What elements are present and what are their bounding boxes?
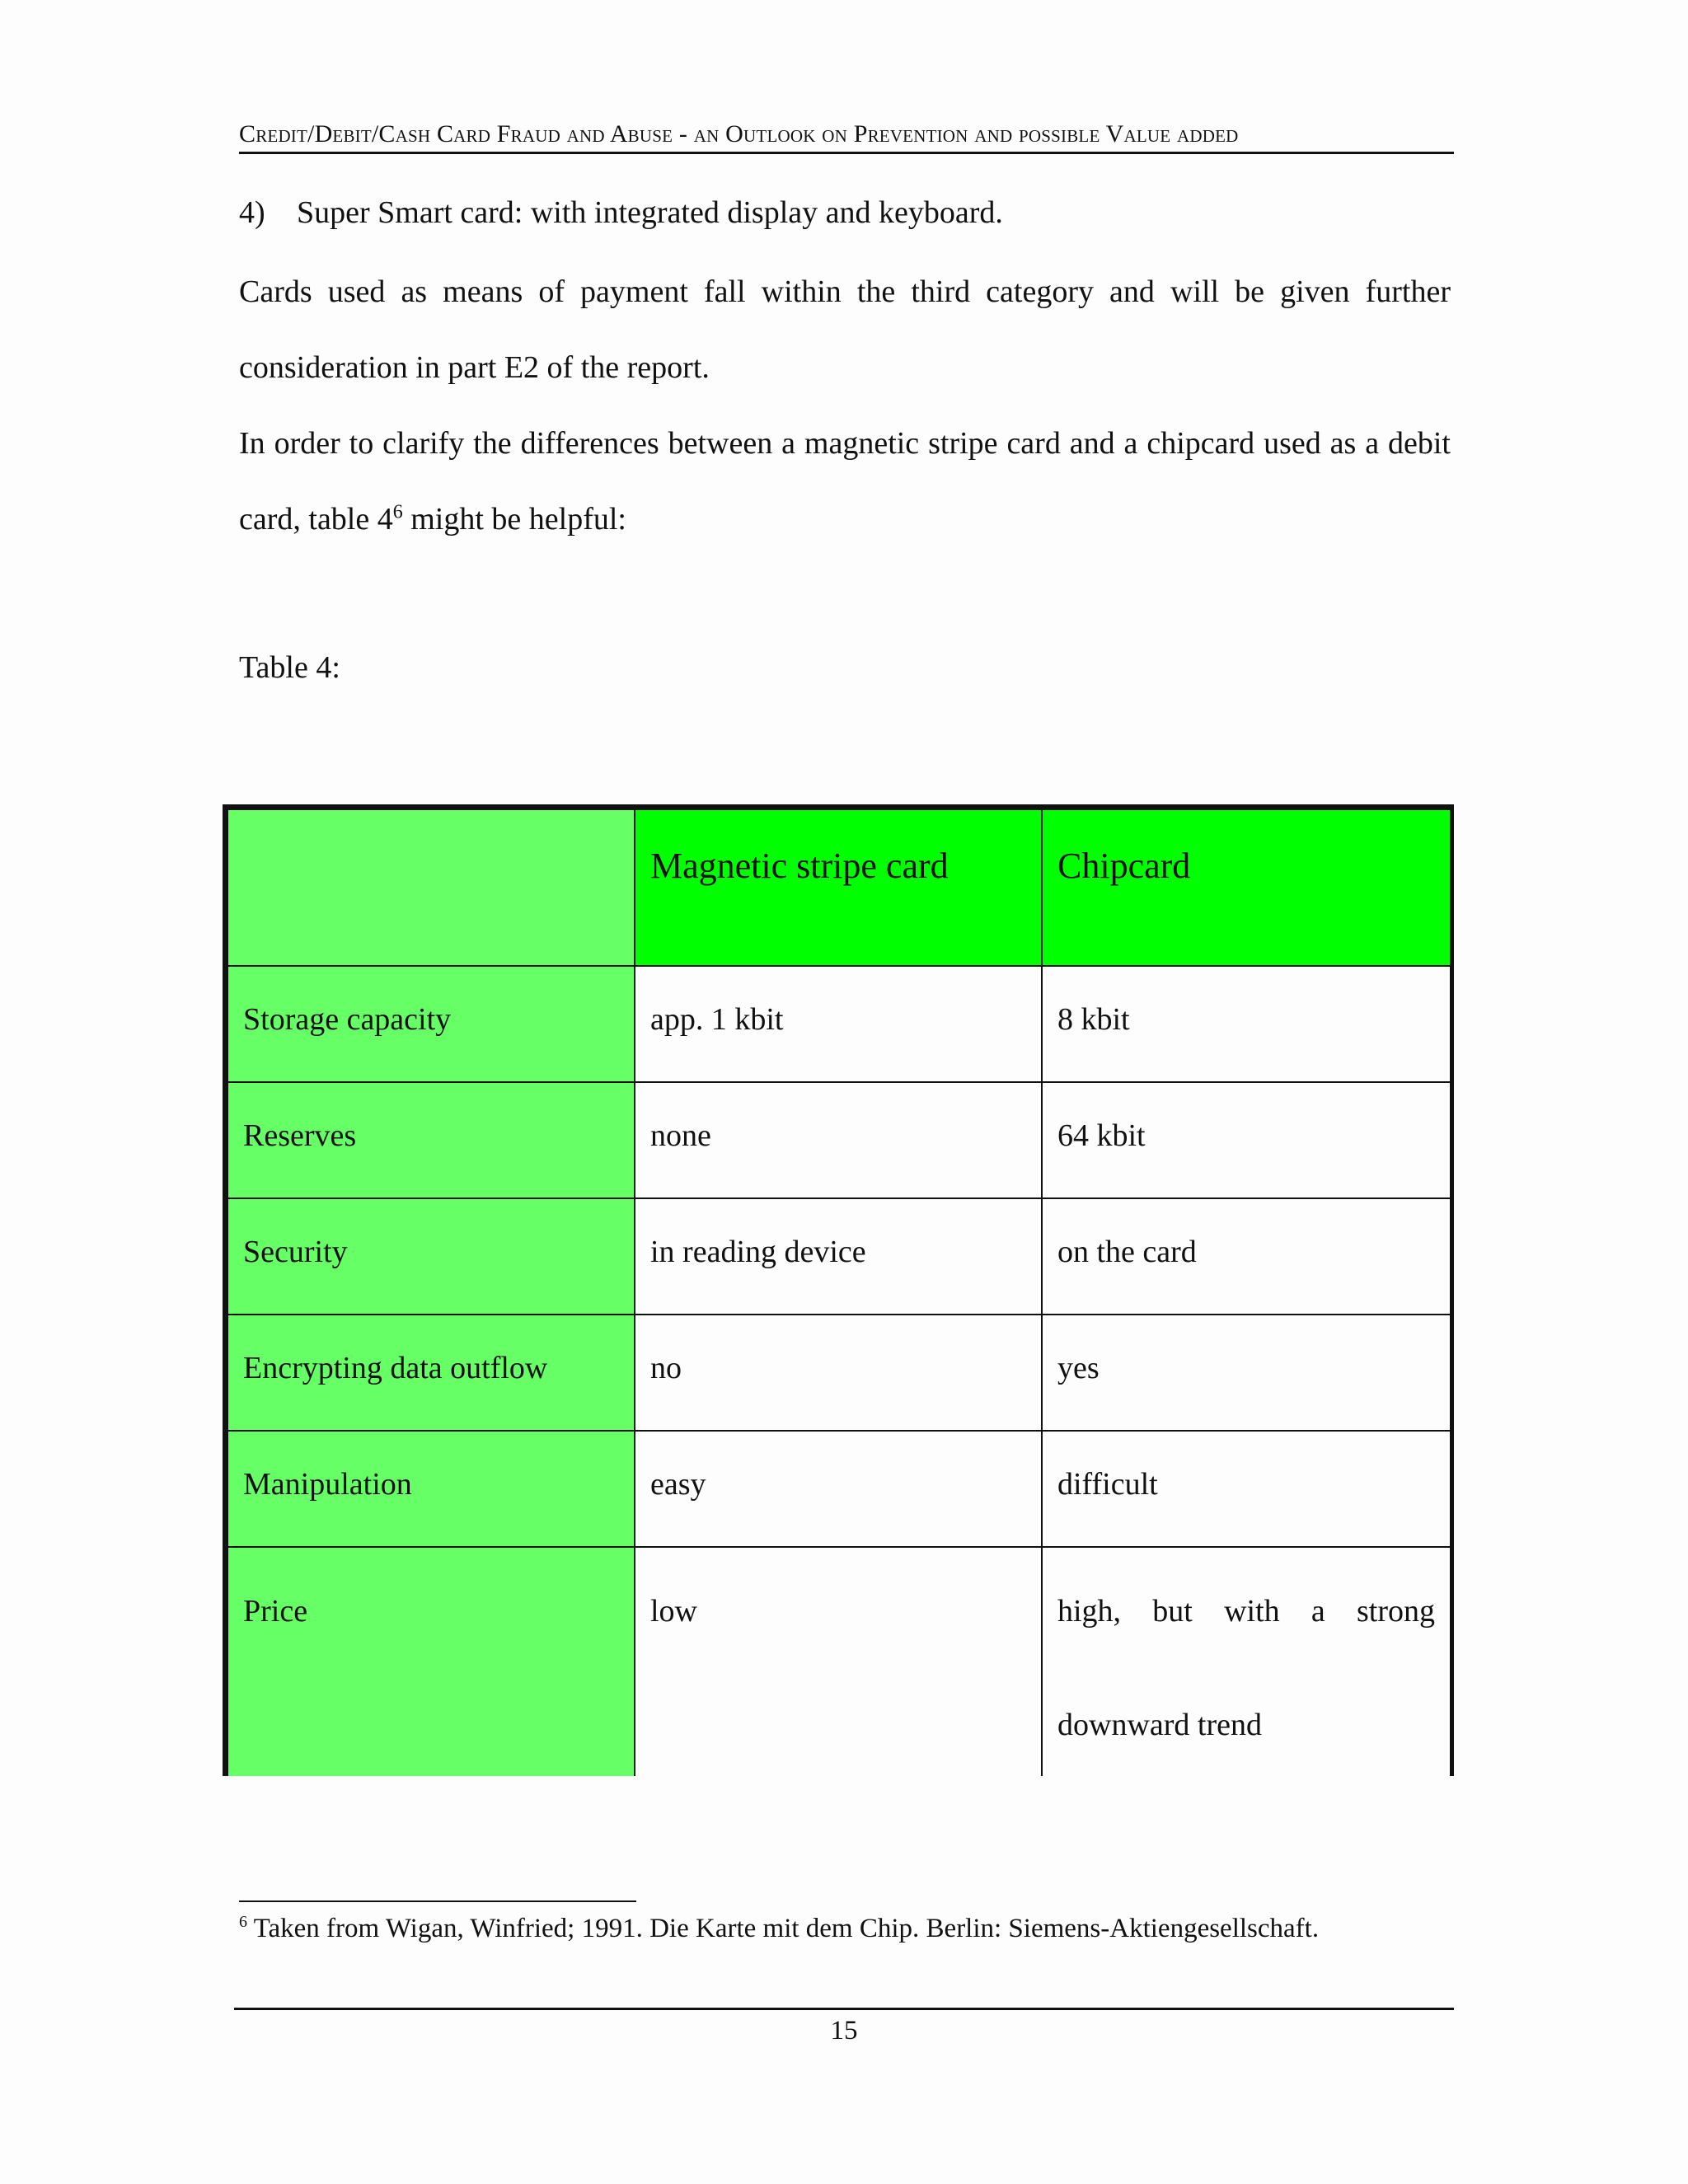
magnetic-cell: easy [635, 1431, 1042, 1547]
chip-cell: on the card [1042, 1198, 1451, 1315]
chip-cell: yes [1042, 1315, 1451, 1431]
comparison-table [223, 804, 1454, 1776]
table-row [227, 966, 1451, 1082]
table-row [227, 1082, 1451, 1198]
running-header: Credit/Debit/Cash Card Fraud and Abuse - an Outlook on Prevention and possible Value added [239, 120, 1239, 148]
magnetic-cell: low [635, 1547, 1042, 1776]
magnetic-cell: app. 1 kbit [635, 966, 1042, 1082]
paragraph-table-intro [239, 405, 1451, 557]
row-label: Reserves [227, 1082, 635, 1198]
header-rule [239, 152, 1454, 154]
row-label: Encrypting data outflow [227, 1315, 635, 1431]
row-label: Storage capacity [227, 966, 635, 1082]
table-header-magnetic-stripe: Magnetic stripe card [635, 809, 1042, 966]
chip-cell: 8 kbit [1042, 966, 1451, 1082]
magnetic-cell: no [635, 1315, 1042, 1431]
list-item-text: Super Smart card: with integrated display and keyboard. [297, 195, 1003, 230]
footnote-marker: 6 [239, 1913, 247, 1931]
footnote [239, 1914, 1319, 1944]
table-row [227, 1431, 1451, 1547]
chip-cell: 64 kbit [1042, 1082, 1451, 1198]
table-header-row [227, 809, 1451, 966]
table-header-chipcard: Chipcard [1042, 809, 1451, 966]
table-header-corner [227, 809, 635, 966]
paragraph-text: In order to clarify the differences between a magnetic stripe card and a chipcard used as a debit card, table 4 [239, 426, 1451, 537]
table-row [227, 1547, 1451, 1776]
chip-cell: difficult [1042, 1431, 1451, 1547]
row-label: Security [227, 1198, 635, 1315]
page-number: 15 [830, 2016, 858, 2046]
list-item-number: 4) [239, 195, 265, 230]
magnetic-cell: in reading device [635, 1198, 1042, 1315]
table-caption: Table 4: [239, 650, 340, 685]
paragraph-categories: Cards used as means of payment fall within the third category and will be given further consideration in part E2 of the report. [239, 274, 1451, 385]
magnetic-cell: none [635, 1082, 1042, 1198]
footnote-reference[interactable]: 6 [392, 501, 403, 523]
chip-cell: high, but with a strong downward trend [1042, 1547, 1451, 1776]
row-label: Manipulation [227, 1431, 635, 1547]
paragraph-text-end: might be helpful: [402, 502, 626, 537]
row-label: Price [227, 1547, 635, 1776]
list-item [239, 194, 1003, 231]
footnote-rule [239, 1900, 636, 1902]
table-row [227, 1198, 1451, 1315]
table-row [227, 1315, 1451, 1431]
footer-rule [234, 2008, 1454, 2010]
footnote-text: Taken from Wigan, Winfried; 1991. Die Karte mit dem Chip. Berlin: Siemens-Aktiengesellschaft. [247, 1914, 1320, 1943]
